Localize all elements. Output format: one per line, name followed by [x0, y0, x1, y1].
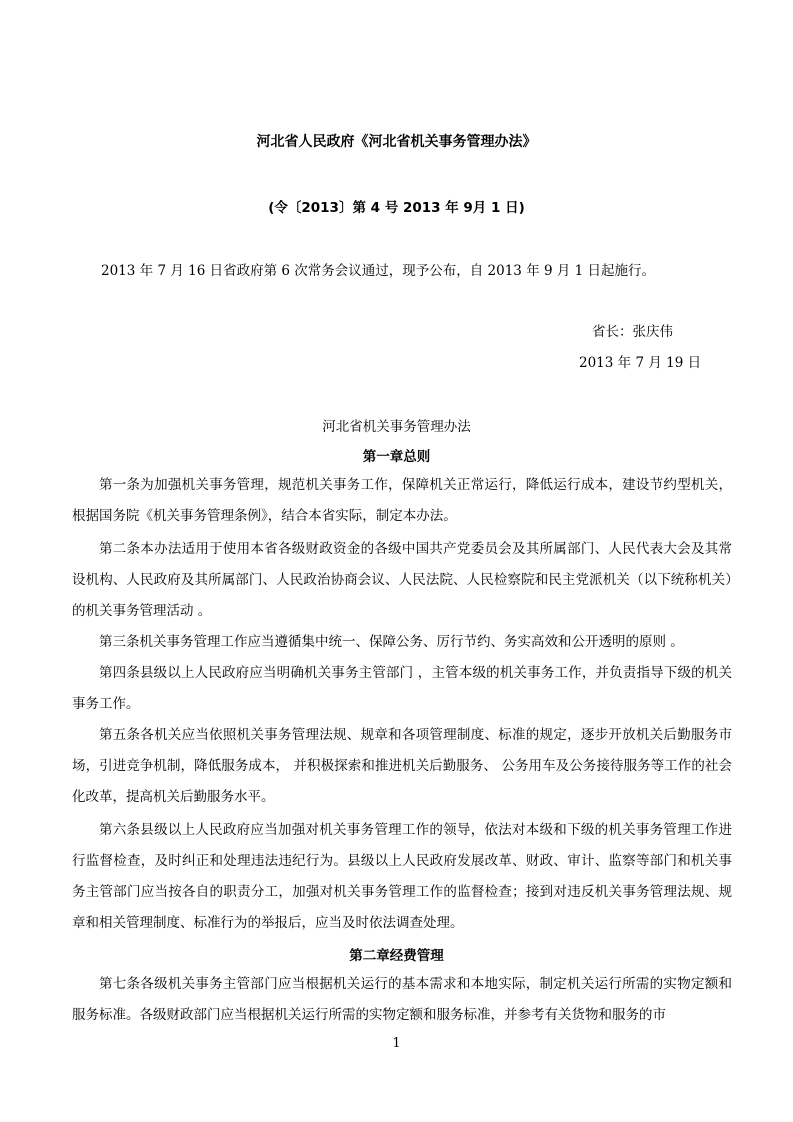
article-4: 第四条县级以上人民政府应当明确机关事务主管部门 ，主管本级的机关事务工作，并负责指导下级的机关事务工作。 — [72, 665, 732, 712]
measures-title: 河北省机关事务管理办法 — [322, 419, 471, 435]
article-6: 第六条县级以上人民政府应当加强对机关事务管理工作的领导，依法对本级和下级的机关事务管理工作进行监督检查，及时纠正和处理违法违纪行为。县级以上人民政府发展改革、财政、审计、监察等部门和机关事务主管部门应当按各自的职责分工，加强对机关事务管理工作的监督检查；接到对违反机关事务管理法规、规章和相关管理制度、标准行为的举报后，应当及时依法调查处理。 — [72, 822, 732, 931]
article-7: 第七条各级机关事务主管部门应当根据机关运行的基本需求和本地实际，制定机关运行所需的实物定额和服务标准。各级财政部门应当根据机关运行所需的实物定额和服务标准，并参考有关货物和服务的市 — [72, 976, 732, 1023]
governor-signature: 省长：张庆伟 — [592, 324, 673, 340]
article-5: 第五条各机关应当依照机关事务管理法规、规章和各项管理制度、标准的规定，逐步开放机关后勤服务市场，引进竞争机制，降低服务成本， 并积极探索和推进机关后勤服务、 公务用车及公务接待服务等工作的社会化改革，提高机关后勤服务水平。 — [72, 727, 732, 805]
order-number: (令〔2013〕第 4 号 2013 年 9月 1 日) — [268, 200, 525, 216]
adoption-statement: 2013 年 7 月 16 日省政府第 6 次常务会议通过，现予公布，自 2013 年 9 月 1 日起施行。 — [101, 263, 656, 279]
page-number: 1 — [392, 1036, 401, 1051]
article-3: 第三条机关事务管理工作应当遵循集中统一、保障公务、厉行节约、务实高效和公开透明的原则 。 — [99, 634, 684, 650]
sign-date: 2013 年 7 月 19 日 — [579, 355, 702, 371]
article-1: 第一条为加强机关事务管理，规范机关事务工作，保障机关正常运行，降低运行成本，建设节约型机关，根据国务院《机关事务管理条例》，结合本省实际，制定本办法。 — [72, 477, 732, 524]
article-2: 第二条本办法适用于使用本省各级财政资金的各级中国共产党委员会及其所属部门、人民代表大会及其常设机构、人民政府及其所属部门、人民政治协商会议、人民法院、人民检察院和民主党派机关（以下统称机关）的机关事务管理活动 。 — [72, 541, 732, 619]
chapter-2-heading: 第二章经费管理 — [349, 948, 444, 964]
document-title: 河北省人民政府《河北省机关事务管理办法》 — [256, 134, 537, 150]
chapter-1-heading: 第一章总则 — [362, 449, 431, 465]
